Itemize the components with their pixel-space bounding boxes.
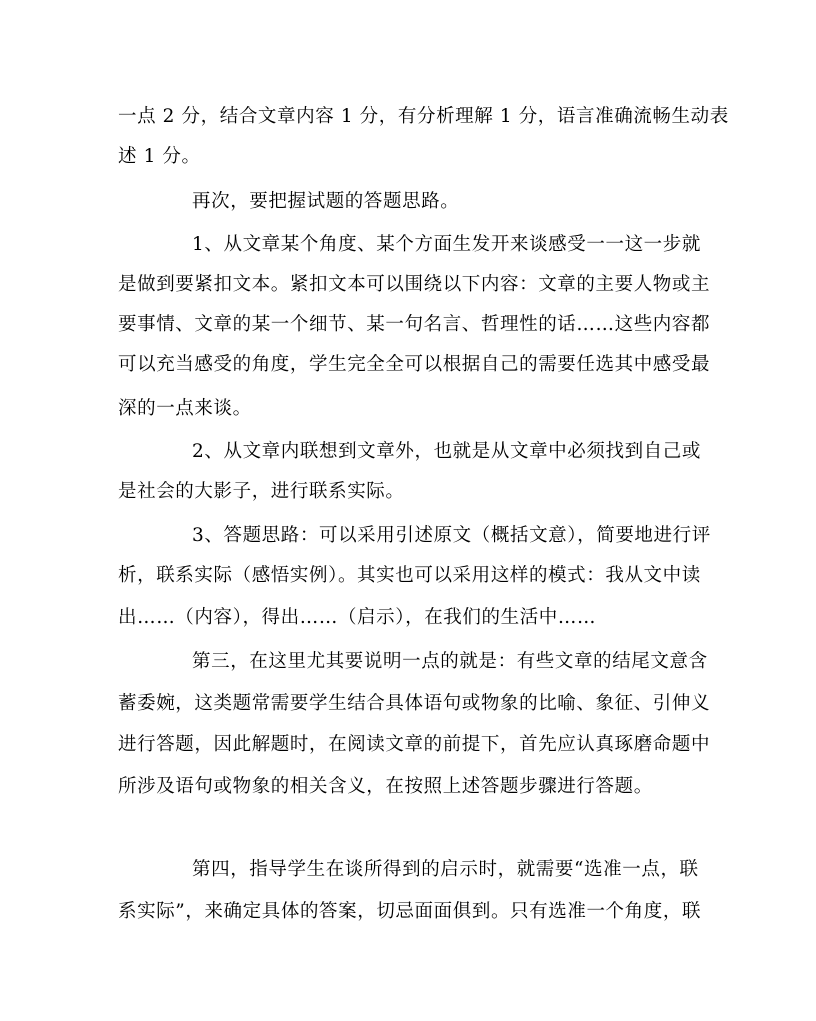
text-line: 析，联系实际（感悟实例）。其实也可以采用这样的模式：我从文中读 (118, 565, 701, 586)
text-line: 一点 2 分，结合文章内容 1 分，有分析理解 1 分，语言准确流畅生动表 (118, 106, 729, 127)
text-line: 系实际”，来确定具体的答案，切忌面面俱到。只有选准一个角度，联 (118, 901, 702, 922)
text-line: 2、从文章内联想到文章外，也就是从文章中必须找到自己或 (192, 441, 701, 462)
text-line: 深的一点来谈。 (118, 398, 252, 419)
text-line: 是做到要紧扣文本。紧扣文本可以围绕以下内容：文章的主要人物或主 (118, 274, 711, 295)
text-line: 第四，指导学生在谈所得到的启示时，就需要“选准一点，联 (192, 859, 699, 880)
paragraph-heading: 再次，要把握试题的答题思路。 (192, 191, 460, 212)
text-line: 所涉及语句或物象的相关含义，在按照上述答题步骤进行答题。 (118, 776, 653, 797)
text-line: 述 1 分。 (118, 146, 201, 167)
text-line: 是社会的大影子，进行联系实际。 (118, 481, 405, 502)
text-line: 3、答题思路：可以采用引述原文（概括文意），简要地进行评 (192, 525, 711, 546)
text-line: 进行答题，因此解题时，在阅读文章的前提下，首先应认真琢磨命题中 (118, 734, 711, 755)
text-line: 可以充当感受的角度，学生完全全可以根据自己的需要任选其中感受最 (118, 354, 711, 375)
text-line: 出……（内容），得出……（启示），在我们的生活中…… (118, 607, 597, 628)
text-line: 要事情、文章的某一个细节、某一句名言、哲理性的话……这些内容都 (118, 314, 711, 335)
text-line: 第三，在这里尤其要说明一点的就是：有些文章的结尾文意含 (192, 651, 708, 672)
text-line: 1、从文章某个角度、某个方面生发开来谈感受一一这一步就 (192, 234, 701, 255)
text-line: 蓄委婉，这类题常需要学生结合具体语句或物象的比喻、象征、引伸义 (118, 693, 711, 714)
